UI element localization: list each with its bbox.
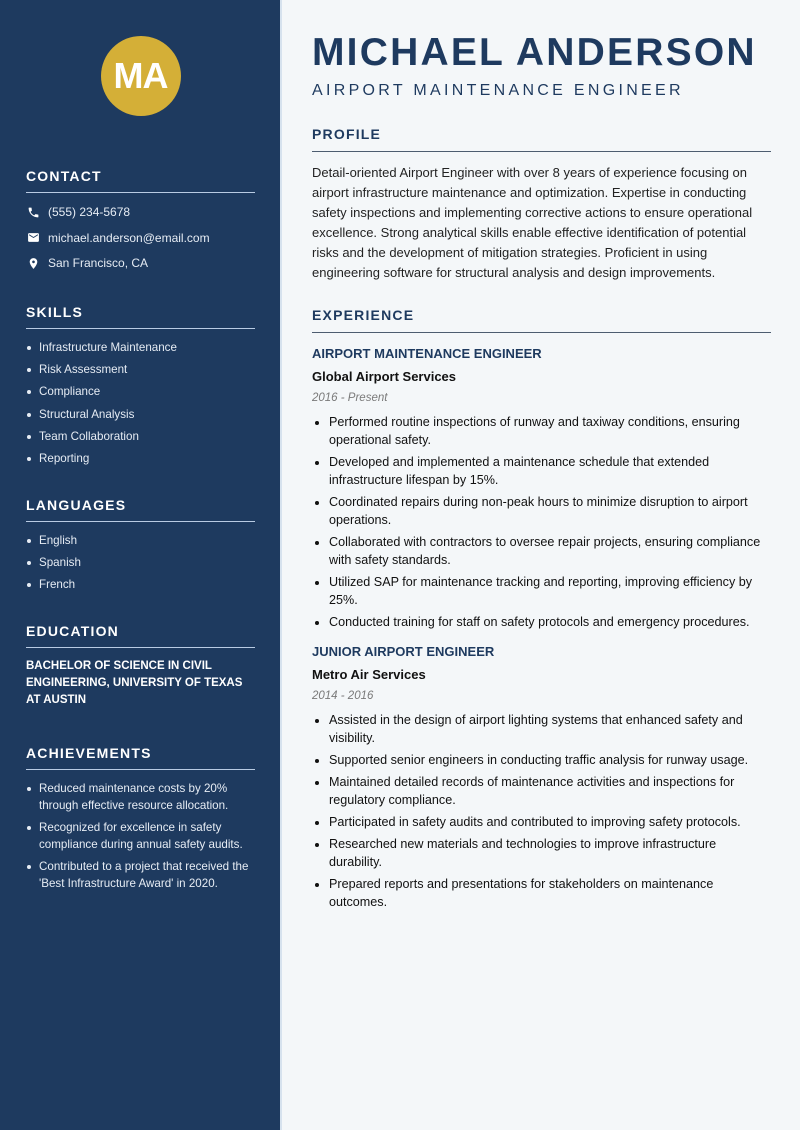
job-title: JUNIOR AIRPORT ENGINEER [312, 644, 495, 659]
languages-section [26, 497, 255, 593]
contact-email [26, 229, 255, 247]
job-bullet: Coordinated repairs during non-peak hours to minimize disruption to airport operations. [312, 493, 771, 529]
location-pin-icon [26, 256, 40, 270]
education-heading: EDUCATION [26, 623, 255, 648]
contact-location [26, 254, 255, 272]
achievement-item: Reduced maintenance costs by 20% through effective resource allocation. [26, 780, 255, 814]
job-bullets [312, 711, 771, 911]
job-title-header: AIRPORT MAINTENANCE ENGINEER [312, 82, 684, 99]
achievements-section [26, 745, 255, 892]
skill-item: Structural Analysis [26, 406, 255, 423]
education-section [26, 623, 255, 709]
contact-phone [26, 203, 255, 221]
job-bullet: Developed and implemented a maintenance schedule that extended infrastructure lifespan by 15%. [312, 453, 771, 489]
skill-item: Infrastructure Maintenance [26, 339, 255, 356]
skill-item: Team Collaboration [26, 428, 255, 445]
contact-location-text: San Francisco, CA [48, 256, 149, 270]
phone-icon [26, 205, 40, 219]
achievements-heading: ACHIEVEMENTS [26, 745, 255, 770]
candidate-name: MICHAEL ANDERSON [312, 31, 757, 74]
language-item: English [26, 532, 255, 549]
job-bullet: Conducted training for staff on safety protocols and emergency procedures. [312, 613, 771, 631]
job-entry [312, 345, 771, 631]
profile-summary: Detail-oriented Airport Engineer with over 8 years of experience focusing on airport infrastructure maintenance and optimization. Expertise in conducting safety inspections and implementing corrective actions to ensure operational excellence. Strong analytical skills enable effective identification of potential risks and the development of mitigation strategies. Proficient in using engineering software for structural analysis and design improvements. [312, 165, 753, 280]
job-bullet: Performed routine inspections of runway and taxiway conditions, ensuring operational safety. [312, 413, 771, 449]
skills-heading: SKILLS [26, 304, 255, 329]
email-icon [26, 231, 40, 245]
main-content [280, 0, 800, 1130]
job-dates: 2016 - Present [312, 392, 388, 404]
job-dates: 2014 - 2016 [312, 690, 374, 702]
skills-list [26, 339, 255, 467]
job-bullet: Researched new materials and technologies to improve infrastructure durability. [312, 835, 771, 871]
skill-item: Reporting [26, 450, 255, 467]
job-title: AIRPORT MAINTENANCE ENGINEER [312, 346, 542, 361]
contact-heading: CONTACT [26, 168, 255, 193]
languages-heading: LANGUAGES [26, 497, 255, 522]
achievements-list [26, 780, 255, 892]
sidebar [0, 0, 280, 1130]
profile-section [312, 126, 771, 283]
contact-email-text: michael.anderson@email.com [48, 230, 210, 245]
languages-list [26, 532, 255, 593]
job-bullet: Maintained detailed records of maintenance activities and inspections for regulatory compliance. [312, 773, 771, 809]
job-company: Metro Air Services [312, 667, 426, 682]
skill-item: Compliance [26, 383, 255, 400]
avatar-initials: MA [101, 36, 181, 116]
profile-heading: PROFILE [312, 126, 771, 152]
education-degree: BACHELOR OF SCIENCE IN CIVIL ENGINEERING, UNIVERSITY OF TEXAS AT AUSTIN [26, 660, 243, 707]
experience-heading: EXPERIENCE [312, 307, 771, 333]
skill-item: Risk Assessment [26, 361, 255, 378]
skills-section [26, 304, 255, 467]
achievement-item: Contributed to a project that received the 'Best Infrastructure Award' in 2020. [26, 858, 255, 892]
contact-section [26, 168, 255, 272]
job-entry [312, 643, 771, 911]
job-bullet: Supported senior engineers in conducting traffic analysis for runway usage. [312, 751, 771, 769]
job-bullet: Collaborated with contractors to oversee repair projects, ensuring compliance with safety standards. [312, 533, 771, 569]
contact-list [26, 203, 255, 272]
achievement-item: Recognized for excellence in safety compliance during annual safety audits. [26, 819, 255, 853]
experience-section [312, 307, 771, 911]
language-item: French [26, 576, 255, 593]
job-bullet: Assisted in the design of airport lighting systems that enhanced safety and visibility. [312, 711, 771, 747]
job-bullet: Participated in safety audits and contributed to improving safety protocols. [312, 813, 771, 831]
job-company: Global Airport Services [312, 369, 457, 384]
job-bullet: Utilized SAP for maintenance tracking and reporting, improving efficiency by 25%. [312, 573, 771, 609]
contact-phone-text: (555) 234-5678 [48, 205, 131, 219]
language-item: Spanish [26, 554, 255, 571]
job-bullets [312, 413, 771, 631]
job-bullet: Prepared reports and presentations for stakeholders on maintenance outcomes. [312, 875, 771, 911]
